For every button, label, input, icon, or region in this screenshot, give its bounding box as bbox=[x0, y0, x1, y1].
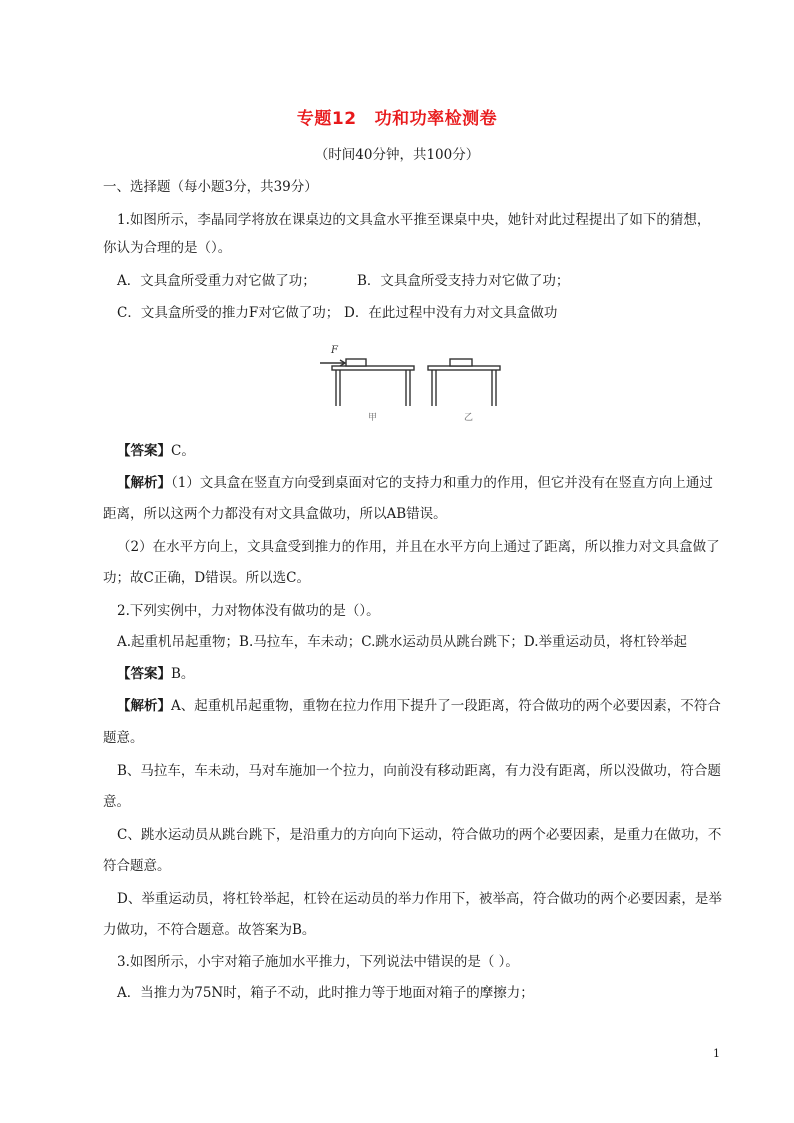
analysis-tag: 【解析】 bbox=[117, 475, 171, 491]
desk-label-jia: 甲 bbox=[368, 413, 378, 423]
answer-value: B。 bbox=[171, 666, 195, 682]
answer-value: C。 bbox=[171, 443, 195, 459]
analysis-tag: 【解析】 bbox=[117, 698, 171, 714]
exam-duration-note: （时间40分钟，共100分） bbox=[314, 147, 480, 163]
q2-analysis-c1: C、跳水运动员从跳台跳下，是沿重力的方向向下运动，符合做功的两个必要因素，是重力在做功，不 bbox=[117, 827, 722, 843]
section-heading: 一、选择题（每小题3分，共39分） bbox=[103, 179, 318, 195]
title-topic-name: 功和功率检测卷 bbox=[374, 109, 498, 129]
q1-analysis-line2: 距离，所以这两个力都没有对文具盒做功，所以AB错误。 bbox=[103, 506, 447, 522]
q2-options: A.起重机吊起重物；B.马拉车，车未动；C.跳水运动员从跳台跳下；D.举重运动员，将杠铃举起 bbox=[117, 634, 688, 650]
q1-analysis-line4: 功；故C正确，D错误。所以选C。 bbox=[103, 570, 310, 586]
analysis-text: A、起重机吊起重物，重物在拉力作用下提升了一段距离，符合做功的两个必要因素，不符合 bbox=[171, 698, 721, 714]
q1-option-a: A．文具盒所受重力对它做了功； bbox=[117, 273, 316, 289]
analysis-text: （1）文具盒在竖直方向受到桌面对它的支持力和重力的作用，但它并没有在竖直方向上通过 bbox=[171, 475, 713, 491]
q1-option-c: C．文具盒所受的推力F对它做了功； bbox=[117, 305, 340, 321]
page-number: 1 bbox=[713, 1047, 720, 1060]
desk-label-yi: 乙 bbox=[464, 413, 474, 423]
force-label: F bbox=[331, 345, 338, 356]
q1-options-row2 bbox=[117, 304, 737, 322]
q2-analysis-c2: 符合题意。 bbox=[103, 858, 171, 874]
q3-option-a: A．当推力为75N时，箱子不动，此时推力等于地面对箱子的摩擦力； bbox=[117, 985, 534, 1001]
title-topic-number: 专题12 bbox=[296, 109, 357, 129]
q2-stem: 2.下列实例中，力对物体没有做功的是（）。 bbox=[117, 603, 380, 619]
q1-analysis-line3: （2）在水平方向上，文具盒受到推力的作用，并且在水平方向上通过了距离，所以推力对文具盒做了 bbox=[117, 539, 720, 555]
q2-analysis-a1 bbox=[117, 697, 737, 715]
answer-tag: 【答案】 bbox=[117, 666, 171, 682]
q1-stem-line2: 你认为合理的是（）。 bbox=[103, 240, 232, 256]
q2-analysis-b2: 意。 bbox=[103, 794, 130, 810]
q3-stem: 3.如图所示，小宇对箱子施加水平推力，下列说法中错误的是（ ）。 bbox=[117, 954, 519, 970]
q2-analysis-b1: B、马拉车，车未动，马对车施加一个拉力，向前没有移动距离，有力没有距离，所以没做功，符合题 bbox=[117, 763, 721, 779]
q1-stem-line1: 1.如图所示，李晶同学将放在课桌边的文具盒水平推至课桌中央，她针对此过程提出了如下的猜想， bbox=[117, 212, 711, 228]
page-title bbox=[0, 104, 794, 129]
q2-analysis-d2: 力做功，不符合题意。故答案为B。 bbox=[103, 922, 316, 938]
q1-option-d: D．在此过程中没有力对文具盒做功 bbox=[344, 305, 558, 321]
q2-analysis-d1: D、举重运动员，将杠铃举起，杠铃在运动员的举力作用下，被举高，符合做功的两个必要因素，是举 bbox=[117, 891, 722, 907]
q1-answer bbox=[117, 442, 737, 460]
answer-tag: 【答案】 bbox=[117, 443, 171, 459]
q2-answer bbox=[117, 665, 737, 683]
q1-analysis-line1 bbox=[117, 474, 737, 492]
q1-option-b: B．文具盒所受支持力对它做了功； bbox=[357, 273, 570, 289]
q1-desk-figure bbox=[318, 340, 508, 426]
q1-options-row1 bbox=[117, 272, 737, 290]
q2-analysis-a2: 题意。 bbox=[103, 730, 144, 746]
